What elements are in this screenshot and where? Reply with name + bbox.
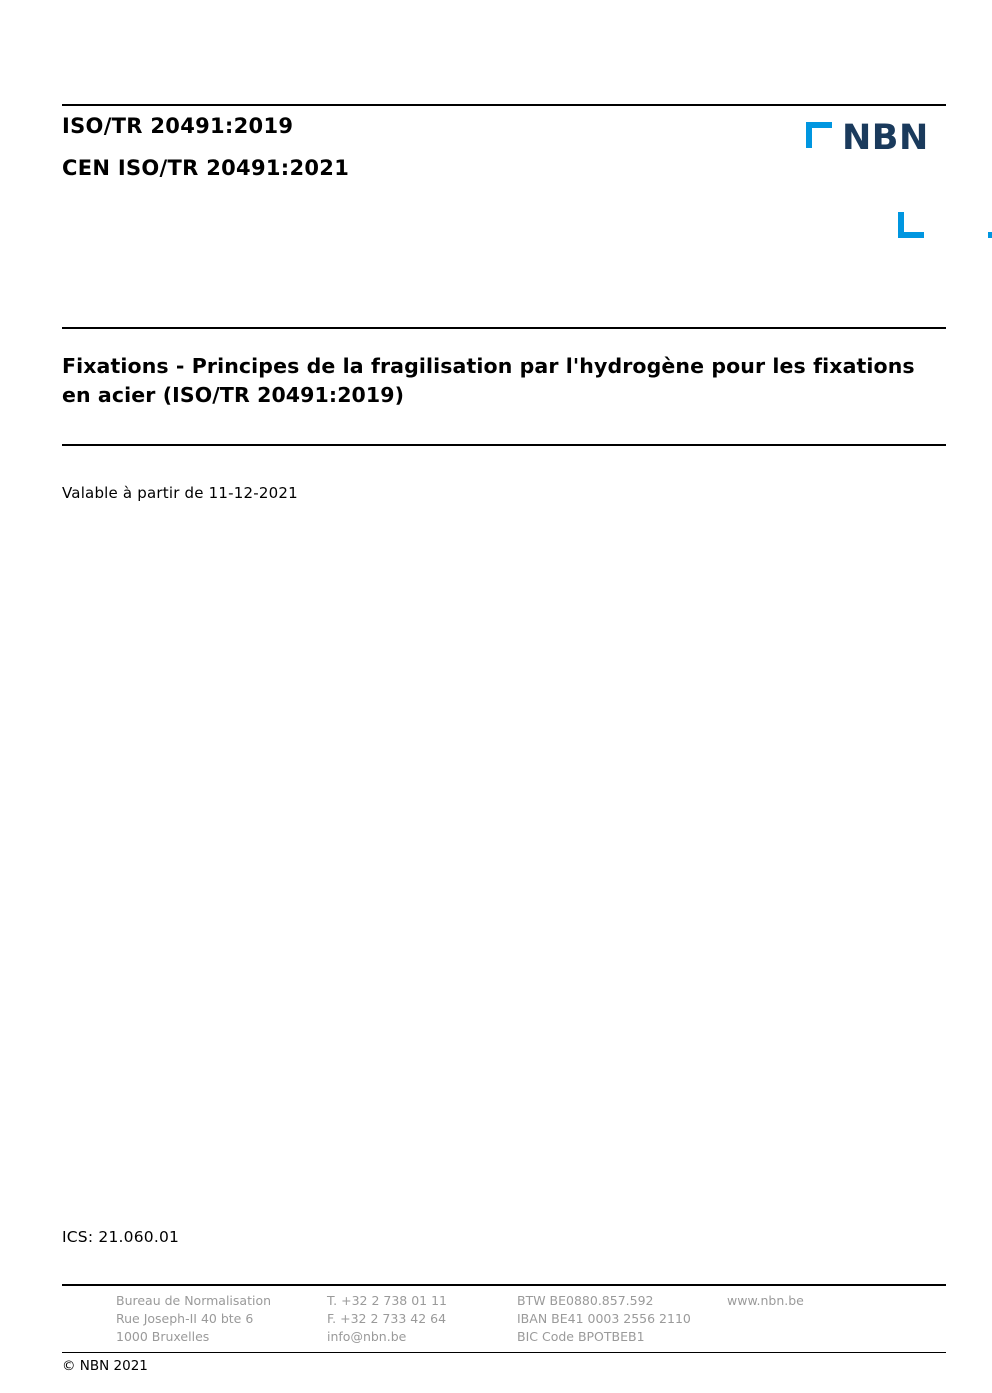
footer-phone: T. +32 2 738 01 11 [327,1293,447,1308]
footer-vat: BTW BE0880.857.592 [517,1293,654,1308]
logo-bracket-bottom-left-icon [898,212,924,238]
copyright-top-rule [62,1352,946,1353]
logo-wordmark: NBN [842,118,929,158]
footer-banking [517,1292,691,1346]
footer-address-line-2: Rue Joseph-II 40 bte 6 [116,1311,254,1327]
document-header [62,106,946,321]
header-bottom-rule [62,327,946,329]
copyright-notice: © NBN 2021 [62,1358,148,1374]
footer-website-link[interactable]: www.nbn.be [727,1293,804,1308]
footer-contact [327,1292,447,1346]
standard-reference-cen: CEN ISO/TR 20491:2021 [62,156,350,180]
footer-address [116,1292,271,1346]
nbn-logo [792,110,992,260]
footer-iban: IBAN BE41 0003 2556 2110 [517,1311,691,1327]
footer-email[interactable]: info@nbn.be [327,1329,407,1345]
title-block [62,352,946,410]
footer-fax: F. +32 2 733 42 64 [327,1311,447,1327]
validity-text: Valable à partir de 11-12-2021 [62,484,298,502]
standard-reference-iso: ISO/TR 20491:2019 [62,114,294,138]
title-bottom-rule [62,444,946,446]
footer [62,1286,946,1356]
logo-bracket-top-left-icon [806,122,832,148]
page-title: Fixations - Principes de la fragilisation par l'hydrogène pour les fixations en acier (ISO/TR 20491:2019) [62,354,915,408]
footer-address-line-1: Bureau de Normalisation [116,1293,272,1308]
footer-bic: BIC Code BPOTBEB1 [517,1329,645,1345]
ics-code: ICS: 21.060.01 [62,1228,180,1246]
logo-bracket-bottom-right-icon [988,212,992,238]
footer-address-line-3: 1000 Bruxelles [116,1329,210,1345]
